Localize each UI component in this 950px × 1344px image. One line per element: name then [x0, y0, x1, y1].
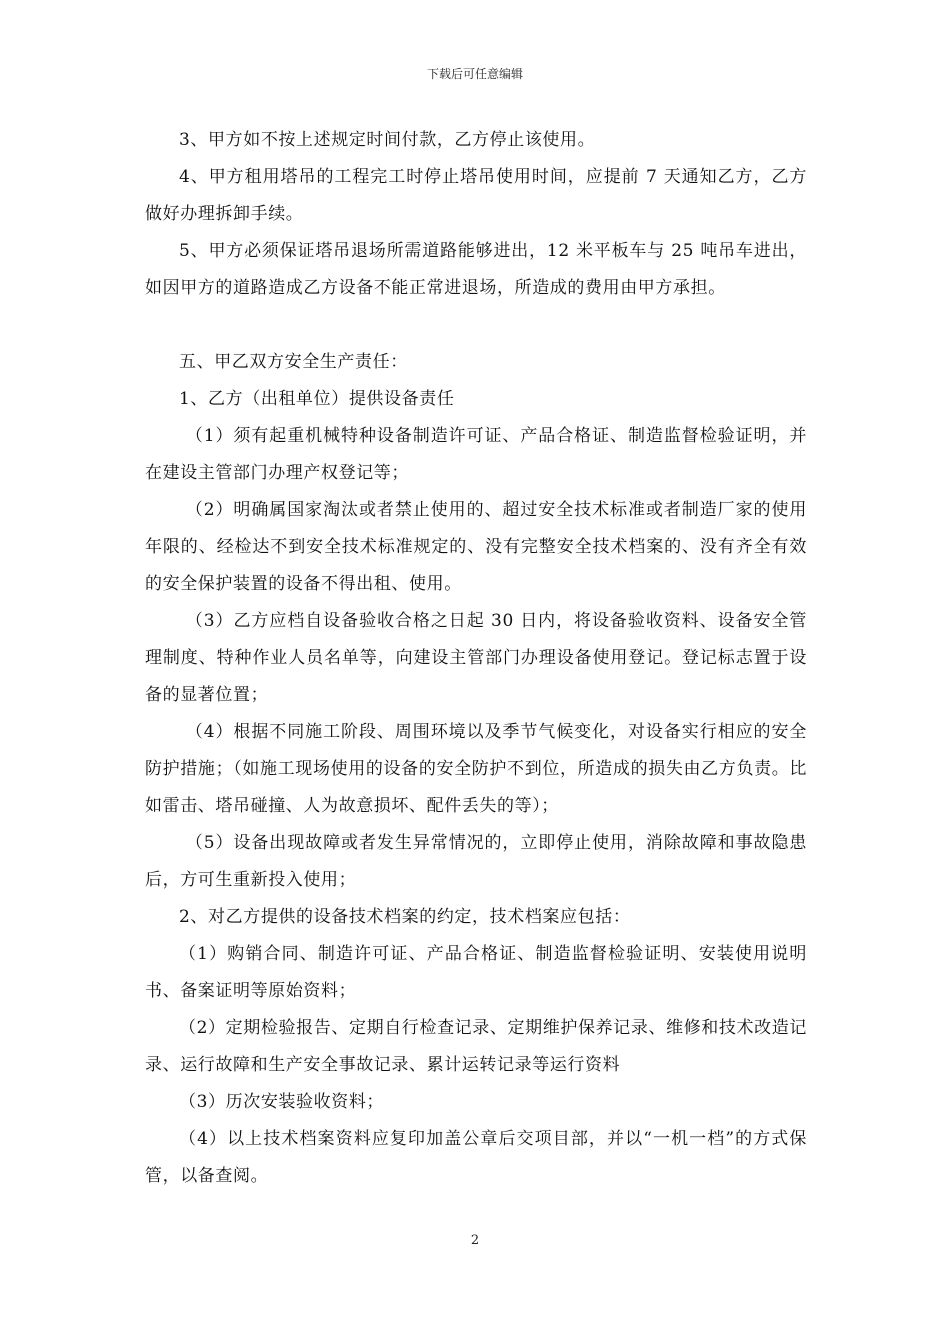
document-body: [145, 122, 807, 1195]
paragraph-item-2-prohibited: （2）明确属国家淘汰或者禁止使用的、超过安全技术标准或者制造厂家的使用年限的、经检达不到安全技术标准规定的、没有完整安全技术档案的、没有齐全有效的安全保护装置的设备不得出租、使用。: [145, 500, 807, 594]
paragraph-item-4-protection: （4）根据不同施工阶段、周围环境以及季节气候变化，对设备实行相应的安全防护措施；（如施工现场使用的设备的安全防护不到位，所造成的损失由乙方负责。比如雷击、塔吊碰撞、人为故意损坏、配件丢失的等）；: [145, 722, 807, 816]
paragraph-clause-4: 4、甲方租用塔吊的工程完工时停止塔吊使用时间，应提前 7 天通知乙方，乙方做好办理拆卸手续。: [145, 167, 807, 224]
paragraph-archive-item-1: （1）购销合同、制造许可证、产品合格证、制造监督检验证明、安装使用说明书、备案证明等原始资料；: [145, 944, 807, 1001]
paragraph-item-3-registration: （3）乙方应档自设备验收合格之日起 30 日内，将设备验收资料、设备安全管理制度、特种作业人员名单等，向建设主管部门办理设备使用登记。登记标志置于设备的显著位置；: [145, 611, 807, 705]
paragraph-item-1-license: （1）须有起重机械特种设备制造许可证、产品合格证、制造监督检验证明，并在建设主管部门办理产权登记等；: [145, 426, 807, 483]
paragraph-clause-5: 5、甲方必须保证塔吊退场所需道路能够进出，12 米平板车与 25 吨吊车进出，如因甲方的道路造成乙方设备不能正常进退场，所造成的费用由甲方承担。: [145, 241, 807, 298]
paragraph-archive-item-3: （3）历次安装验收资料；: [179, 1092, 385, 1112]
paragraph-technical-archive: 2、对乙方提供的设备技术档案的约定，技术档案应包括：: [179, 907, 631, 927]
paragraph-lessor-responsibility: 1、乙方（出租单位）提供设备责任: [179, 389, 455, 409]
paragraph-clause-3: 3、甲方如不按上述规定时间付款，乙方停止该使用。: [179, 130, 596, 150]
paragraph-archive-item-2: （2）定期检验报告、定期自行检查记录、定期维护保养记录、维修和技术改造记录、运行故障和生产安全事故记录、累计运转记录等运行资料: [145, 1018, 807, 1075]
paragraph-item-5-fault: （5）设备出现故障或者发生异常情况的，立即停止使用，消除故障和事故隐患后，方可生重新投入使用；: [145, 833, 807, 890]
section-gap: [145, 307, 807, 344]
paragraph-archive-item-4: （4）以上技术档案资料应复印加盖公章后交项目部，并以“一机一档”的方式保管，以备查阅。: [145, 1129, 807, 1186]
page-number: 2: [470, 1233, 480, 1248]
section-heading-safety: 五、甲乙双方安全生产责任：: [179, 352, 408, 372]
page-header: 下载后可任意编辑: [426, 67, 523, 81]
